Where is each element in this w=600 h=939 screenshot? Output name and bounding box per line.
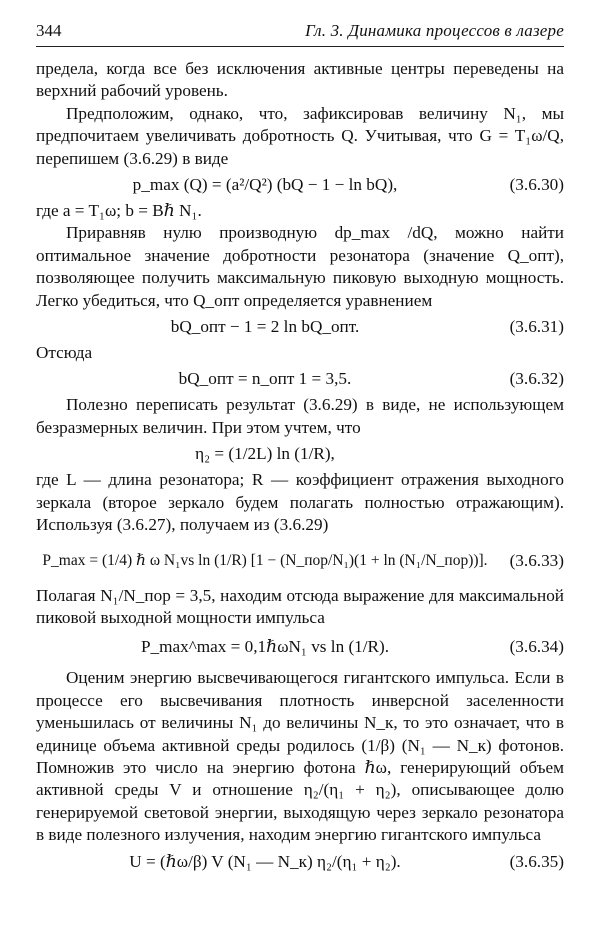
equation-number: (3.6.33) [509, 550, 564, 570]
equation-eta2 [36, 439, 564, 469]
equation-3-6-33 [36, 537, 564, 585]
equation-formula: U = (ℏω/β) V (N₁ — N_к) η₂/(η₁ + η₂). [129, 851, 401, 871]
paragraph-5: Отсюда [36, 343, 93, 363]
equation-3-6-35 [36, 847, 564, 877]
equation-formula: p_max (Q) = (a²/Q²) (bQ − 1 − ln bQ), [132, 175, 398, 195]
equation-number: (3.6.32) [509, 369, 564, 389]
paragraph-4: Приравняв нулю производную dp_max /dQ, можно найти оптимальное значение добротности резонатора (значение Q_опт), позволяющее получить максимальную пиковую выходную мощность. Легко убедиться, что Q_опт определяется уравнением [36, 223, 564, 310]
equation-3-6-31 [36, 312, 564, 342]
paragraph-2: Предположим, однако, что, зафиксировав величину N₁, мы предпочитаем увеличивать добротность Q. Учитывая, что G = T₁ω/Q, перепишем (3.6.29) в виде [36, 103, 564, 168]
page-number: 344 [36, 21, 62, 40]
equation-number: (3.6.31) [509, 317, 564, 337]
equation-3-6-32 [36, 364, 564, 394]
equation-formula: P_max = (1/4) ℏ ω N₁vs ln (1/R) [1 − (N_пор/N₁)(1 + ln (N₁/N_пор))]. [42, 551, 488, 569]
paragraph-1: предела, когда все без исключения активные центры переведены на верхний рабочий уровень. [36, 59, 564, 101]
equation-formula: bQ_опт = n_опт 1 = 3,5. [178, 369, 352, 389]
paragraph-3: где a = T₁ω; b = Bℏ N₁. [36, 201, 202, 221]
equation-number: (3.6.30) [509, 175, 564, 195]
equation-3-6-30 [36, 170, 564, 200]
paragraph-8: Полагая N₁/N_пор = 3,5, находим отсюда выражение для максимальной пиковой выходной мощности импульса [36, 585, 564, 627]
paragraph-9: Оценим энергию высвечивающегося гигантского импульса. Если в процессе его высвечивания плотность инверсной заселенности уменьшилась от величины N₁ до величины N_к, то это означает, что в единице объема активной среды родилось (1/β) (N₁ — N_к) фотонов. Помножив это число на энергию фотона ℏω, генерирующий объем активной среды V и отношение η₂/(η₁ + η₂), описывающее долю генерируемой световой энергии, выходящую через зеркало резонатора в виде полезного излучения, находим энергию гигантского импульса [36, 668, 564, 845]
equation-formula: η₂ = (1/2L) ln (1/R), [195, 444, 335, 464]
equation-number: (3.6.35) [509, 851, 564, 871]
equation-3-6-34 [36, 629, 564, 665]
page-body [36, 58, 564, 877]
chapter-title: Гл. 3. Динамика процессов в лазере [305, 21, 564, 40]
equation-formula: P_max^max = 0,1ℏωN₁ vs ln (1/R). [140, 637, 390, 657]
running-header [36, 20, 564, 47]
paragraph-7: где L — длина резонатора; R — коэффициент отражения выходного зеркала (второе зеркало будем полагать полностью отражающим). Используя (3.6.27), получаем из (3.6.29) [36, 470, 564, 535]
equation-number: (3.6.34) [509, 637, 564, 657]
paragraph-6: Полезно переписать результат (3.6.29) в виде, не использующем безразмерных величин. При этом учтем, что [36, 395, 564, 437]
equation-formula: bQ_опт − 1 = 2 ln bQ_опт. [170, 317, 360, 337]
